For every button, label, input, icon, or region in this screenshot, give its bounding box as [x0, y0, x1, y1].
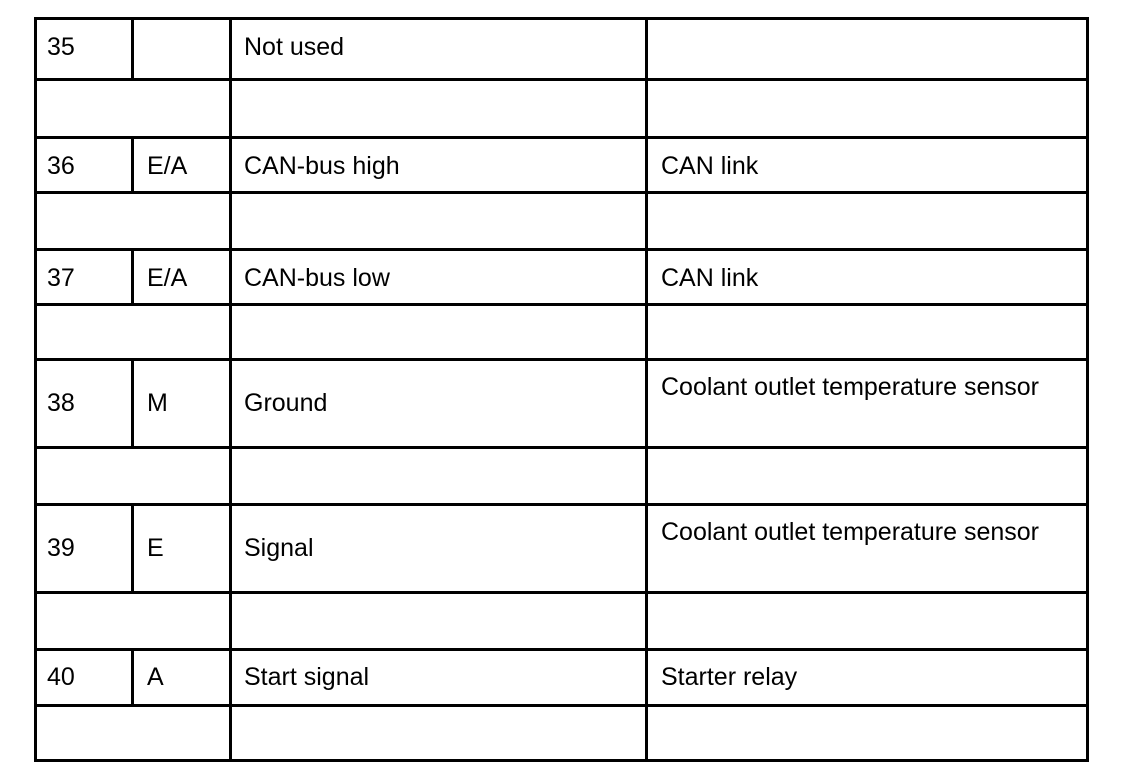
pin-number-cell: 38	[47, 389, 75, 417]
signal-type-cell: E/A	[147, 264, 188, 292]
description-cell: Ground	[244, 389, 328, 417]
table-spacer-row	[37, 594, 1086, 651]
table-row-pin-40	[37, 651, 1086, 707]
pin-number-cell: 40	[47, 663, 75, 691]
connection-cell: CAN link	[661, 264, 759, 292]
connection-cell: CAN link	[661, 152, 759, 180]
table-spacer-row	[37, 306, 1086, 361]
description-cell: Start signal	[244, 663, 370, 691]
table-spacer-row	[37, 194, 1086, 251]
description-cell: CAN-bus low	[244, 264, 390, 292]
pin-number-cell: 39	[47, 534, 75, 562]
table-row-pin-35	[37, 20, 1086, 81]
table-spacer-row	[37, 81, 1086, 139]
description-cell: Signal	[244, 534, 314, 562]
connection-cell: Starter relay	[661, 663, 798, 691]
table-row-pin-37	[37, 251, 1086, 306]
table-row-pin-39	[37, 506, 1086, 594]
pin-number-cell: 37	[47, 264, 75, 292]
signal-type-cell: E/A	[147, 152, 188, 180]
pin-assignment-table	[34, 17, 1089, 762]
connection-cell	[661, 20, 1081, 78]
pin-number-cell: 35	[47, 33, 75, 61]
table-row-pin-38	[37, 361, 1086, 449]
table-row-pin-36	[37, 139, 1086, 194]
signal-type-cell: M	[147, 389, 168, 417]
connection-cell: Coolant outlet temperature sensor	[661, 518, 1039, 546]
connection-cell: Coolant outlet temperature sensor	[661, 373, 1039, 401]
signal-type-cell: E	[147, 534, 164, 562]
signal-type-cell: A	[147, 663, 164, 691]
signal-type-cell	[147, 20, 229, 78]
description-cell: Not used	[244, 33, 345, 61]
pin-number-cell: 36	[47, 152, 75, 180]
table-spacer-row	[37, 449, 1086, 506]
description-cell: CAN-bus high	[244, 152, 400, 180]
table-spacer-row	[37, 707, 1086, 759]
